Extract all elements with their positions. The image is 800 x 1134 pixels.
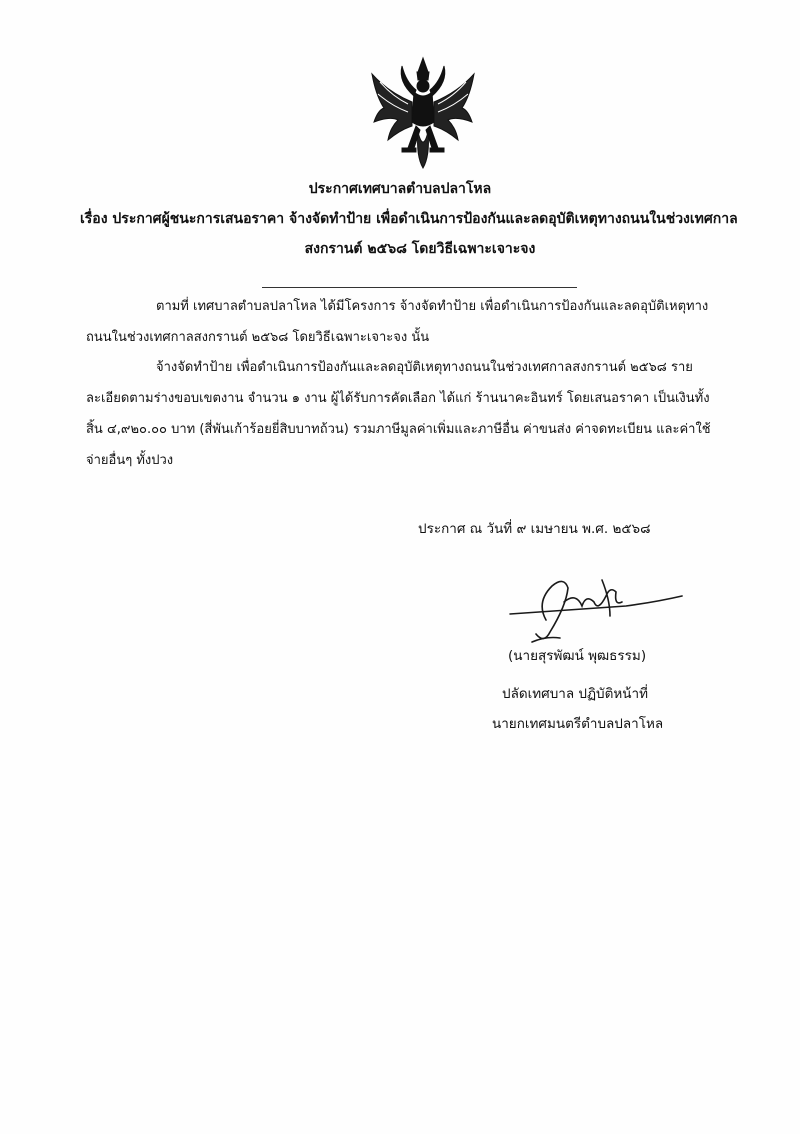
subject-line: สงกรานต์ ๒๕๖๘ โดยวิธีเฉพาะเจาะจง: [304, 241, 536, 257]
paragraph-line: จ่ายอื่นๆ ทั้งปวง: [86, 453, 174, 468]
garuda-emblem-icon: [368, 52, 478, 172]
paragraph-1: [86, 291, 738, 353]
paragraph-line: สิ้น ๔,๙๒๐.๐๐ บาท (สี่พันเก้าร้อยยี่สิบบาทถ้วน) รวมภาษีมูลค่าเพิ่มและภาษีอื่น ค่าขนส่ง ค่าจดทะเบียน และค่าใช้: [86, 422, 711, 437]
paragraph-line: ละเอียดตามร่างขอบเขตงาน จำนวน ๑ งาน ผู้ได้รับการคัดเลือก ได้แก่ ร้านนาคะอินทร์ โดยเสนอราคา เป็นเงินทั้ง: [86, 391, 710, 406]
separator-rule: [262, 287, 577, 288]
paragraph-line: ตามที่ เทศบาลตำบลปลาโหล ได้มีโครงการ จ้างจัดทำป้าย เพื่อดำเนินการป้องกันและลดอุบัติเหตุทาง: [156, 299, 709, 314]
paragraph-2: [86, 352, 738, 476]
paragraph-line: จ้างจัดทำป้าย เพื่อดำเนินการป้องกันและลดอุบัติเหตุทางถนนในช่วงเทศกาลสงกรานต์ ๒๕๖๘ ราย: [156, 360, 693, 375]
subject-line: เรื่อง ประกาศผู้ชนะการเสนอราคา จ้างจัดทำป้าย เพื่อดำเนินการป้องกันและลดอุบัติเหตุทางถนนในช่วงเทศกาล: [80, 211, 738, 227]
signer-position: ปลัดเทศบาล ปฏิบัติหน้าที่: [502, 686, 648, 702]
paragraph-line: ถนนในช่วงเทศกาลสงกรานต์ ๒๕๖๘ โดยวิธีเฉพาะเจาะจง นั้น: [86, 330, 430, 345]
signer-name: (นายสุรพัฒน์ พุฒธรรม): [508, 648, 647, 664]
document-subject: [80, 204, 760, 264]
signer-position-acting: นายกเทศมนตรีตำบลปลาโหล: [492, 716, 664, 732]
announce-date: ประกาศ ณ วันที่ ๙ เมษายน พ.ศ. ๒๕๖๘: [418, 521, 651, 537]
document-heading: ประกาศเทศบาลตำบลปลาโหล: [308, 181, 492, 197]
handwritten-signature: [506, 572, 686, 652]
